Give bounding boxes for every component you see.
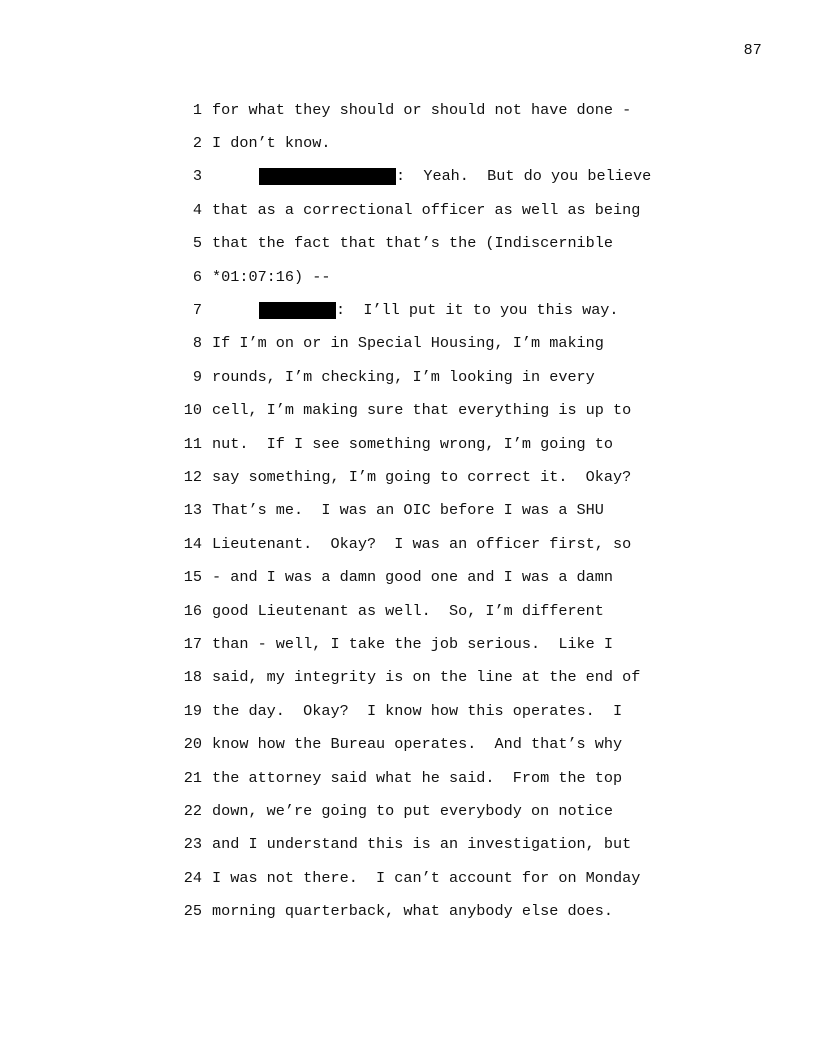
line-number: 18 [183,668,202,687]
line-text: If I’m on or in Special Housing, I’m making [212,334,604,353]
line-text: for what they should or should not have done - [212,100,632,119]
line-number: 19 [183,701,202,720]
transcript-line [176,394,696,427]
line-number: 17 [183,634,202,653]
line-number: 12 [183,467,202,486]
transcript-line [176,160,696,193]
line-text: I don’t know. [212,134,331,153]
line-number: 24 [183,868,202,887]
line-number: 6 [192,267,202,286]
line-text: good Lieutenant as well. So, I’m different [212,601,604,620]
transcript-line [176,293,696,326]
line-text: say something, I’m going to correct it. Okay? [212,467,632,486]
transcript-line [176,594,696,627]
line-text: *01:07:16) -- [212,267,331,286]
line-text: than - well, I take the job serious. Like I [212,634,614,653]
line-number: 10 [183,401,202,420]
line-text: that the fact that that’s the (Indiscernible [212,234,614,253]
transcript-line [176,360,696,393]
line-text: down, we’re going to put everybody on notice [212,801,614,820]
line-number: 2 [192,134,202,153]
transcript-body [176,93,696,928]
line-number: 7 [192,301,202,320]
line-number: 22 [183,801,202,820]
line-text: know how the Bureau operates. And that’s why [212,735,623,754]
line-text: said, my integrity is on the line at the end of [212,668,641,687]
line-number: 5 [192,234,202,253]
line-text: and I understand this is an investigation, but [212,835,632,854]
line-text: that as a correctional officer as well as being [212,200,641,219]
line-number: 8 [192,334,202,353]
line-number: 16 [183,601,202,620]
transcript-line [176,126,696,159]
line-number: 21 [183,768,202,787]
transcript-line [176,193,696,226]
line-number: 1 [192,100,202,119]
line-number: 9 [192,367,202,386]
transcript-line [176,460,696,493]
line-text: the attorney said what he said. From the top [212,768,623,787]
transcript-line [176,494,696,527]
line-number: 23 [183,835,202,854]
transcript-line [176,527,696,560]
transcript-line [176,560,696,593]
line-text: Lieutenant. Okay? I was an officer first, so [212,534,632,553]
line-number: 25 [183,902,202,921]
transcript-line [176,260,696,293]
transcript-line [176,427,696,460]
line-text: rounds, I’m checking, I’m looking in every [212,367,595,386]
line-text: the day. Okay? I know how this operates. I [212,701,623,720]
line-text: That’s me. I was an OIC before I was a SHU [212,501,604,520]
line-number: 13 [183,501,202,520]
transcript-line [176,861,696,894]
line-number: 15 [183,568,202,587]
line-number: 14 [183,534,202,553]
page-number: 87 [743,42,762,59]
transcript-line [176,327,696,360]
line-text: nut. If I see something wrong, I’m going to [212,434,614,453]
redacted-speaker-name [259,168,396,185]
transcript-line [176,627,696,660]
transcript-line [176,828,696,861]
transcript-line [176,227,696,260]
line-text: morning quarterback, what anybody else does. [212,902,614,921]
line-text: - and I was a damn good one and I was a damn [212,568,614,587]
line-text: : Yeah. But do you believe [396,167,652,186]
transcript-line [176,794,696,827]
redacted-speaker-name [259,302,336,319]
transcript-line [176,93,696,126]
line-text: cell, I’m making sure that everything is up to [212,401,632,420]
transcript-line [176,727,696,760]
transcript-line [176,761,696,794]
line-text: I was not there. I can’t account for on Monday [212,868,641,887]
line-number: 3 [192,167,202,186]
transcript-line [176,894,696,927]
line-text: : I’ll put it to you this way. [336,301,619,320]
line-number: 20 [183,735,202,754]
transcript-line [176,694,696,727]
transcript-line [176,661,696,694]
line-number: 4 [192,200,202,219]
line-number: 11 [183,434,202,453]
